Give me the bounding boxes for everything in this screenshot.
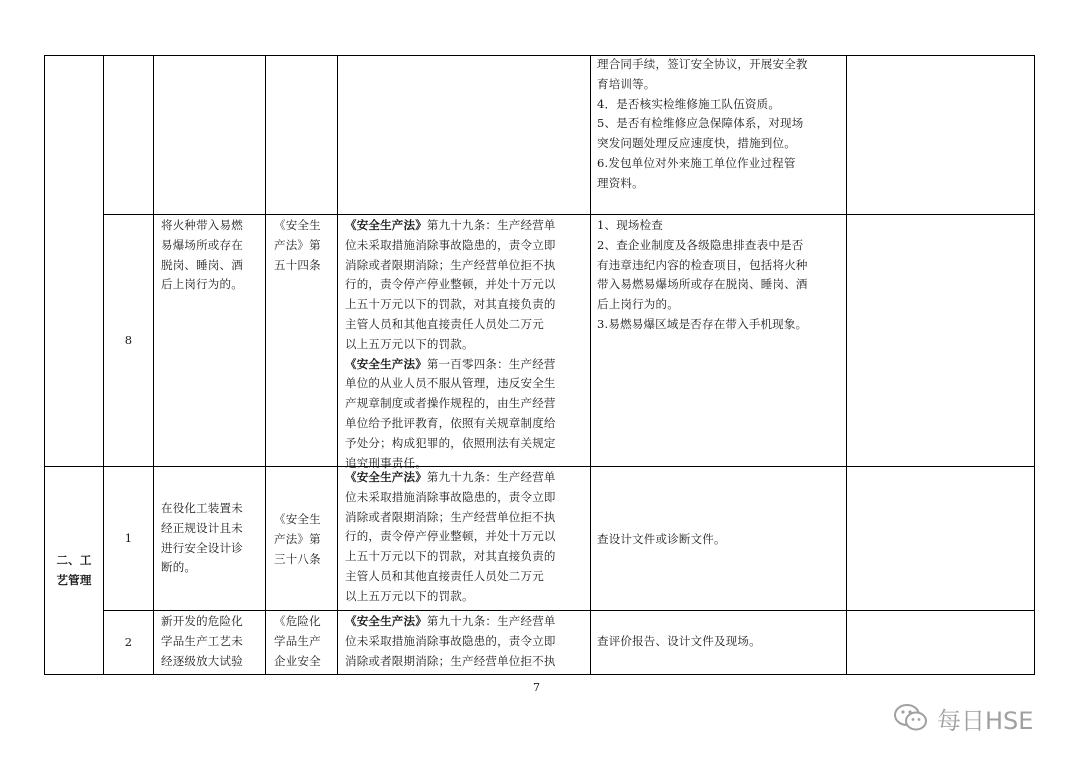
legal-basis: 《危险化 学品生产 企业安全 — [274, 614, 321, 668]
table-row-divider — [103, 214, 1035, 215]
continued-check-standard: 理合同手续，签订安全协议，开展安全教 育培训等。 4．是否核实检维修施工队伍资质。 5、是否有检维修应急保障体系，对现场 突发问题处理反应速度快，措施到位。 6.发包单位对外来施工单位作业过程管 理资料。 — [597, 57, 808, 190]
table-row-divider — [103, 610, 1035, 611]
law-text: 第九十九条：生产经营单 位未采取措施消除事故隐患的，责令立即 消除或者限期消除；生产经营单位拒不执 行的，责令停产停业整顿，并处十万元以 上五十万元以下的罚款，对其直接负责的 主管人员和其他直接责任人员处二万元 以上五万元以下的罚款。 — [345, 218, 556, 351]
legal-basis: 《安全生 产法》第 五十四条 — [274, 218, 321, 272]
row-number: 1 — [124, 530, 133, 545]
table-col-divider — [337, 55, 338, 674]
hazard-description: 将火种带入易燃 易爆场所或存在 脱岗、睡岗、酒 后上岗行为的。 — [161, 218, 243, 292]
table-col-divider — [265, 55, 266, 674]
table-border-right — [1034, 55, 1035, 674]
table-col-divider — [846, 55, 847, 674]
penalty-clause — [345, 468, 589, 607]
law-text: 第九十九条：生产经营单 位未采取措施消除事故隐患的，责令立即 消除或者限期消除；生产经营单位拒不执 — [345, 614, 556, 668]
check-standard: 查设计文件或诊断文件。 — [597, 532, 726, 546]
watermark-text: 每日HSE — [937, 706, 1034, 735]
watermark — [893, 700, 1033, 736]
law-text: 第九十九条：生产经营单 位未采取措施消除事故隐患的，责令立即 消除或者限期消除；生产经营单位拒不执 行的，责令停产停业整顿，并处十万元以 上五十万元以下的罚款，对其直接负责的 主管人员和其他直接责任人员处二万元 以上五万元以下的罚款。 — [345, 470, 556, 603]
row-number: 8 — [124, 332, 133, 347]
check-standard: 1、现场检查 2、查企业制度及各级隐患排查表中是否 有违章违纪内容的检查项目，包括将火种 带入易燃易爆场所或存在脱岗、睡岗、酒 后上岗行为的。 3.易燃易爆区域是否存在带入手机现象。 — [597, 218, 808, 331]
penalty-clause — [345, 216, 589, 355]
row-number: 2 — [124, 634, 133, 649]
table-border-top — [44, 55, 1035, 56]
penalty-clause — [345, 355, 589, 474]
table-col-divider — [153, 55, 154, 674]
law-title: 《安全生产法》 — [345, 218, 427, 232]
check-standard: 查评价报告、设计文件及现场。 — [597, 634, 761, 648]
law-title: 《安全生产法》 — [345, 470, 427, 484]
table-border-bottom — [44, 674, 1035, 675]
table-col-divider — [590, 55, 591, 674]
law-title: 《安全生产法》 — [345, 356, 427, 371]
legal-basis: 《安全生 产法》第 三十八条 — [274, 512, 321, 566]
page-number: 7 — [533, 681, 540, 694]
law-text: 第一百零四条：生产经营 单位的从业人员不服从管理，违反安全生 产规章制度或者操作规程的，由生产经营 单位给予批评教育，依照有关规章制度给 予处分；构成犯罪的，依照刑法有关规定 追究刑事责任。 — [345, 356, 556, 470]
hazard-description: 在役化工装置未 经正规设计且未 进行安全设计诊 断的。 — [161, 501, 243, 575]
wechat-icon — [893, 702, 929, 734]
category-label: 二、工 艺管理 — [56, 552, 92, 587]
penalty-clause — [345, 612, 589, 671]
law-title: 《安全生产法》 — [345, 614, 427, 628]
hazard-description: 新开发的危险化 学品生产工艺未 经逐级放大试验 — [161, 614, 243, 668]
